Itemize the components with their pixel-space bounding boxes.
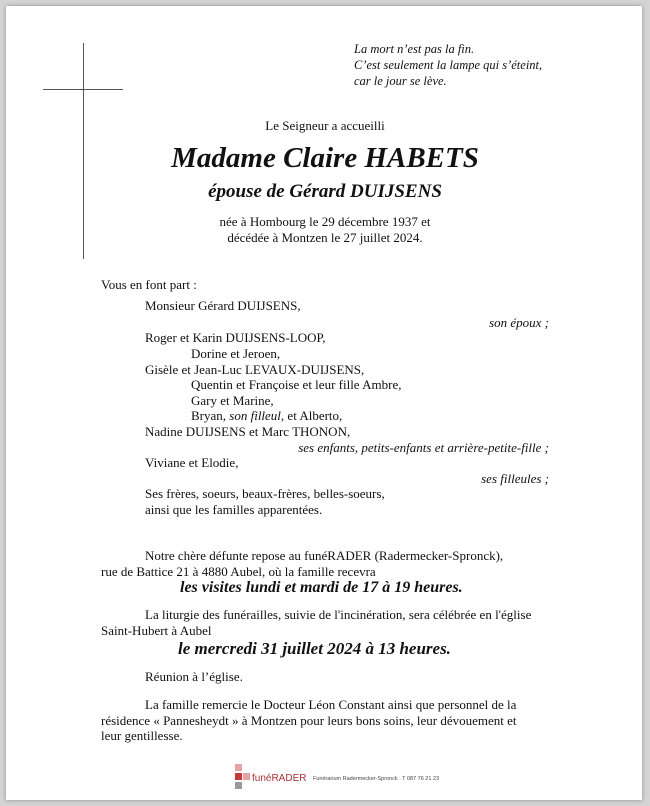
spouse-line: épouse de Gérard DUIJSENS [208,181,442,202]
family-line: Quentin et Françoise et leur fille Ambre, [191,377,402,392]
family-relation: ses enfants, petits-enfants et arrière-petite-fille ; [298,440,549,455]
quote-line-1: La mort n’est pas la fin. [354,42,475,56]
family-intro: Vous en font part : [101,277,197,292]
family-line [191,408,342,424]
family-relation: ses filleules ; [481,471,549,486]
birth-line: née à Hombourg le 29 décembre 1937 et [219,214,431,229]
family-line: ainsi que les familles apparentées. [145,502,323,517]
logo-brand: funéRADER [252,773,307,784]
logo-square [235,782,242,789]
deceased-name: Madame Claire HABETS [171,142,479,174]
intro-line: Le Seigneur a accueilli [265,118,385,133]
funeral-text: résidence « Pannesheydt » à Montzen pour leurs bons soins, leur dévouement et [101,713,517,728]
funeral-text: La famille remercie le Docteur Léon Constant ainsi que personnel de la [145,697,517,712]
family-text: Bryan, [191,408,230,423]
quote-line-3: car le jour se lève. [354,74,447,88]
funeral-text: Notre chère défunte repose au funéRADER (Radermecker-Spronck), [145,548,504,563]
family-line: Gary et Marine, [191,393,274,408]
funeral-text: Réunion à l’église. [145,669,243,684]
family-line: Monsieur Gérard DUIJSENS, [145,298,301,313]
family-line: Viviane et Elodie, [145,455,239,470]
logo-square [235,764,242,771]
funeral-text: La liturgie des funérailles, suivie de l'incinération, sera célébrée en l'église [145,607,532,622]
family-line: Nadine DUIJSENS et Marc THONON, [145,424,351,439]
family-line: Ses frères, soeurs, beaux-frères, belles-soeurs, [145,486,385,501]
family-line: Gisèle et Jean-Luc LEVAUX-DUIJSENS, [145,362,365,377]
quote-line-2: C’est seulement la lampe qui s’éteint, [354,58,543,72]
family-line: Dorine et Jeroen, [191,346,281,361]
funeral-text: rue de Battice 21 à 4880 Aubel, où la famille recevra [101,564,376,579]
logo-square [243,773,250,780]
logo-square [235,773,242,780]
family-line: Roger et Karin DUIJSENS-LOOP, [145,330,326,345]
funeral-date: le mercredi 31 juillet 2024 à 13 heures. [178,639,451,658]
funeral-text: Saint-Hubert à Aubel [101,623,212,638]
funeral-home-logo [230,762,440,792]
family-relation: son époux ; [489,315,549,330]
family-text: et Alberto, [284,408,343,423]
logo-detail: Funérarium Radermecker-Spronck . T 087 76 21 23 [313,776,440,782]
visit-hours: les visites lundi et mardi de 17 à 19 heures. [180,579,463,596]
funeral-text: leur gentillesse. [101,728,183,743]
family-relation: son filleul, [229,408,285,423]
cross-horizontal [43,89,123,90]
death-line: décédée à Montzen le 27 juillet 2024. [227,230,423,245]
